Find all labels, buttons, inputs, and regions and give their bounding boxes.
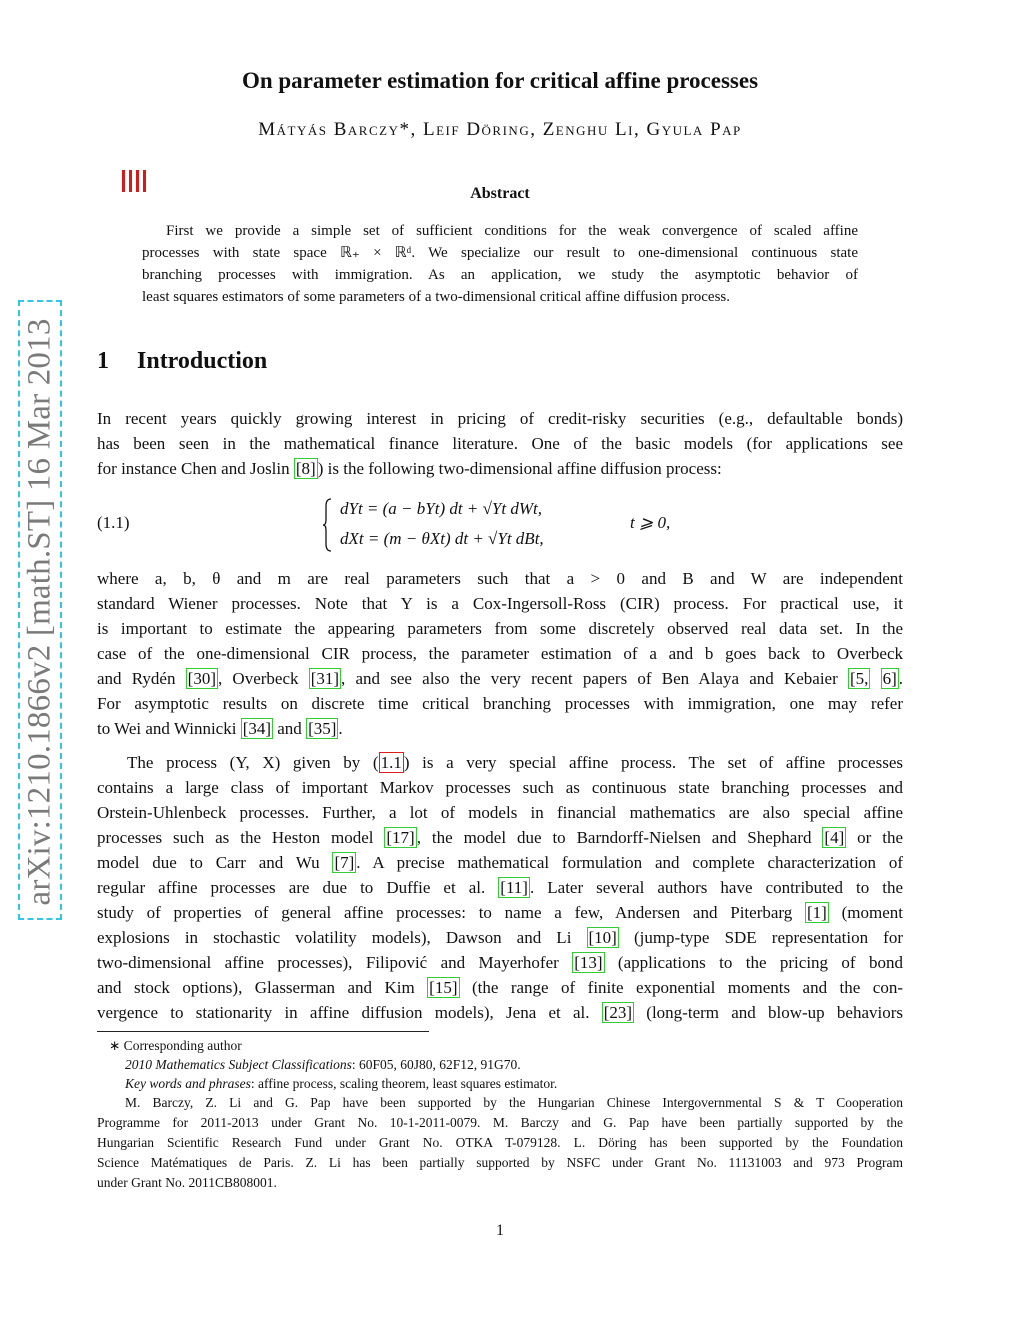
abstract-heading: Abstract [470,185,530,202]
citation-link[interactable]: [17] [386,828,415,847]
equation-number: (1.1) [97,513,130,532]
citation-link[interactable]: [1] [807,903,827,922]
citation-link[interactable]: [31] [310,669,340,688]
body-line: model due to Carr and Wu [7] . A precise mathematical formulation and complete characterization of [97,853,903,872]
footnote-funding: M. Barczy, Z. Li and G. Pap have been supported by the Hungarian Chinese Intergovernmental S & T Cooperation [125,1095,903,1110]
body-line: processes such as the Heston model [17] , the model due to Barndorff-Nielsen and Shephard [4] or the [97,828,903,847]
citation-link[interactable]: [4] [824,828,845,847]
footnote-funding: Programme for 2011-2013 under Grant No. 10-1-2011-0079. M. Barczy and G. Pap have been partially supported by the [97,1115,903,1130]
citation-link[interactable]: [34] [242,719,272,738]
author-list: Mátyás Barczy*, Leif Döring, Zenghu Li, Gyula Pap [258,119,742,140]
body-line: where a, b, θ and m are real parameters such that a > 0 and B and W are independent [97,569,903,588]
body-line: two-dimensional affine processes), Filipović and Mayerhofer [13] (applications to the pricing of bond [97,953,903,972]
body-line: Orstein-Uhlenbeck processes. Further, a lot of models in financial mathematics are also special affine [97,803,903,822]
equation-row-x: dXt = (m − θXt) dt + √Yt dBt, [340,529,544,548]
footnote-funding: Science Matématiques de Paris. Z. Li has been partially supported by NSFC under Grant No. 11131003 and 973 Program [97,1155,903,1170]
page-number: 1 [496,1222,504,1239]
citation-link[interactable]: [35] [308,719,337,738]
body-line: explosions in stochastic volatility models), Dawson and Li [10] (jump-type SDE representation for [97,928,903,947]
citation-link[interactable]: [11] [500,878,528,897]
body-line: vergence to stationarity in affine diffusion models), Jena et al. [23] (long-term and blow-up behaviors [97,1003,903,1022]
footnote-keywords: Key words and phrases: affine process, scaling theorem, least squares estimator. [125,1076,558,1091]
equation-row-y: dYt = (a − bYt) dt + √Yt dWt, [340,499,542,518]
body-line: For asymptotic results on discrete time critical branching processes with immigration, one may refer [97,694,903,713]
body-line: standard Wiener processes. Note that Y is a Cox-Ingersoll-Ross (CIR) process. For practical use, it [97,594,903,613]
body-line: regular affine processes are due to Duffie et al. [11] . Later several authors have contributed to the [97,878,904,897]
body-line: to Wei and Winnicki [34] and [35] . [97,719,343,738]
section-title: Introduction [137,348,268,374]
footnote-funding: under Grant No. 2011CB808001. [97,1175,277,1190]
body-line: study of properties of general affine processes: to name a few, Andersen and Piterbarg [1] (moment [97,903,903,922]
body-line: contains a large class of important Markov processes such as continuous state branching processes and [97,778,903,797]
body-line: is important to estimate the appearing parameters from some discretely observed real data set. In the [97,619,903,638]
equation-brace [322,498,332,552]
abstract-line: branching processes with immigration. As an application, we study the asymptotic behavior of [142,267,858,283]
body-line: for instance Chen and Joslin [8] ) is the following two-dimensional affine diffusion process: [97,459,722,478]
body-line: and Rydén [30] , Overbeck [31] , and see also the very recent papers of Ben Alaya and Kebaier [5, 6] . [97,669,904,688]
body-line: case of the one-dimensional CIR process, the parameter estimation of a and b goes back to Overbeck [97,644,903,663]
body-line: and stock options), Glasserman and Kim [15] (the range of finite exponential moments and the con- [97,978,903,997]
citation-link[interactable]: 6] [882,669,897,688]
section-number: 1 [97,348,109,374]
footnote-msc: 2010 Mathematics Subject Classifications: 60F05, 60J80, 62F12, 91G70. [125,1057,521,1072]
abstract-line: First we provide a simple set of sufficient conditions for the weak convergence of scaled affine [166,223,858,239]
abstract-line: least squares estimators of some parameters of a two-dimensional critical affine diffusion process. [142,289,731,305]
citation-link[interactable]: [8] [295,459,316,478]
citation-link[interactable]: [10] [588,928,617,947]
citation-link[interactable]: [5, [849,669,869,688]
equation-condition: t ⩾ 0, [630,513,671,532]
citation-link[interactable]: [13] [574,953,603,972]
section-heading [97,348,267,375]
footnote-funding: Hungarian Scientific Research Fund under Grant No. OTKA T-079128. L. Döring has been supported by the Foundation [97,1135,903,1150]
arxiv-identifier[interactable]: arXiv:1210.1866v2 [math.ST] 16 Mar 2013 [21,318,58,906]
citation-link[interactable]: [30] [187,669,216,688]
citation-link[interactable]: [15] [429,978,458,997]
paper-title: On parameter estimation for critical affine processes [241,68,759,93]
citation-link[interactable]: [23] [603,1003,633,1022]
footnote-rule [97,1031,429,1032]
abstract-line: processes with state space ℝ₊ × ℝᵈ. We specialize our result to one-dimensional continuous state [142,245,858,261]
footnote-corresponding: ∗ Corresponding author [109,1038,242,1053]
body-line: has been seen in the mathematical finance literature. One of the basic models (for applications see [97,434,903,453]
equation-reference-link[interactable]: 1.1 [380,753,402,772]
body-line: In recent years quickly growing interest in pricing of credit-risky securities (e.g., defaultable bonds) [97,409,903,428]
body-line: The process (Y, X) given by ( 1.1 ) is a very special affine process. The set of affine processes [127,753,903,772]
citation-link[interactable]: [7] [334,853,355,872]
